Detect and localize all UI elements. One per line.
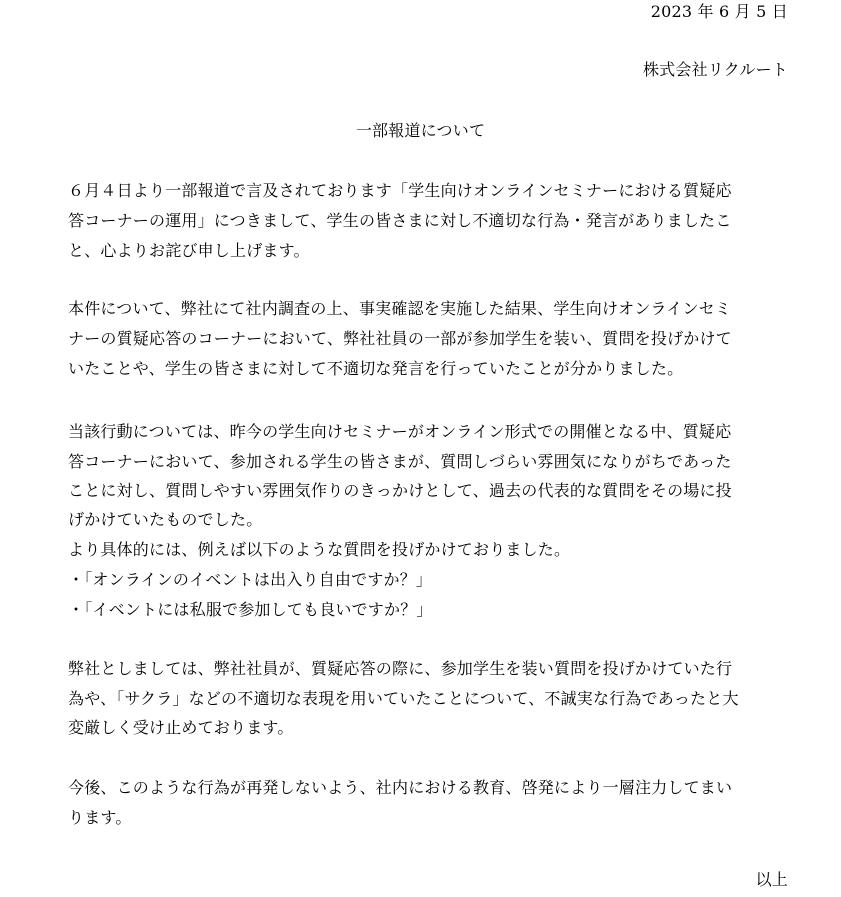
bullet-item-2: ・「イベントには私服で参加しても良いですか？」 <box>68 600 433 619</box>
paragraph-3-line-5: より具体的には、例えば以下のような質問を投げかけておりました。 <box>68 540 571 559</box>
document-date: 2023 年 6 月 5 日 <box>650 2 788 21</box>
paragraph-1-line-1: ６月４日より一部報道で言及されております「学生向けオンラインセミナーにおける質疑応 <box>68 181 732 200</box>
paragraph-2-line-2: ナーの質疑応答のコーナーにおいて、弊社社員の一部が参加学生を装い、質問を投げかけて <box>68 329 732 348</box>
paragraph-1-line-3: と、心よりお詫び申し上げます。 <box>68 241 310 260</box>
closing-remark: 以上 <box>755 870 788 889</box>
paragraph-3-line-2: 答コーナーにおいて、参加される学生の皆さまが、質問しづらい雰囲気になりがちであった <box>68 452 732 471</box>
paragraph-5-line-2: ります。 <box>68 808 132 827</box>
paragraph-5-line-1: 今後、このような行為が再発しないよう、社内における教育、啓発により一層注力してまい <box>68 778 733 797</box>
paragraph-4-line-2: 為や、「サクラ」などの不適切な表現を用いていたことについて、不誠実な行為であったと大 <box>68 689 739 708</box>
paragraph-4-line-1: 弊社としましては、弊社社員が、質疑応答の際に、参加学生を装い質問を投げかけていた行 <box>68 659 733 678</box>
paragraph-3-line-1: 当該行動については、昨今の学生向けセミナーがオンライン形式での開催となる中、質疑応 <box>68 422 732 441</box>
bullet-item-1: ・「オンラインのイベントは出入り自由ですか？」 <box>68 570 433 589</box>
paragraph-2-line-3: いたことや、学生の皆さまに対して不適切な発言を行っていたことが分かりました。 <box>68 359 684 378</box>
paragraph-1-line-2: 答コーナーの運用」につきまして、学生の皆さまに対し不適切な行為・発言がありましたこ <box>68 211 732 230</box>
document-title: 一部報道について <box>355 121 486 140</box>
paragraph-4-line-3: 変厳しく受け止めております。 <box>68 718 294 737</box>
paragraph-3-line-4: げかけていたものでした。 <box>68 510 263 529</box>
paragraph-3-line-3: ことに対し、質問しやすい雰囲気作りのきっかけとして、過去の代表的な質問をその場に投 <box>68 481 732 500</box>
company-name: 株式会社リクルート <box>642 60 788 79</box>
paragraph-2-line-1: 本件について、弊社にて社内調査の上、事実確認を実施した結果、学生向けオンラインセミ <box>68 299 732 318</box>
